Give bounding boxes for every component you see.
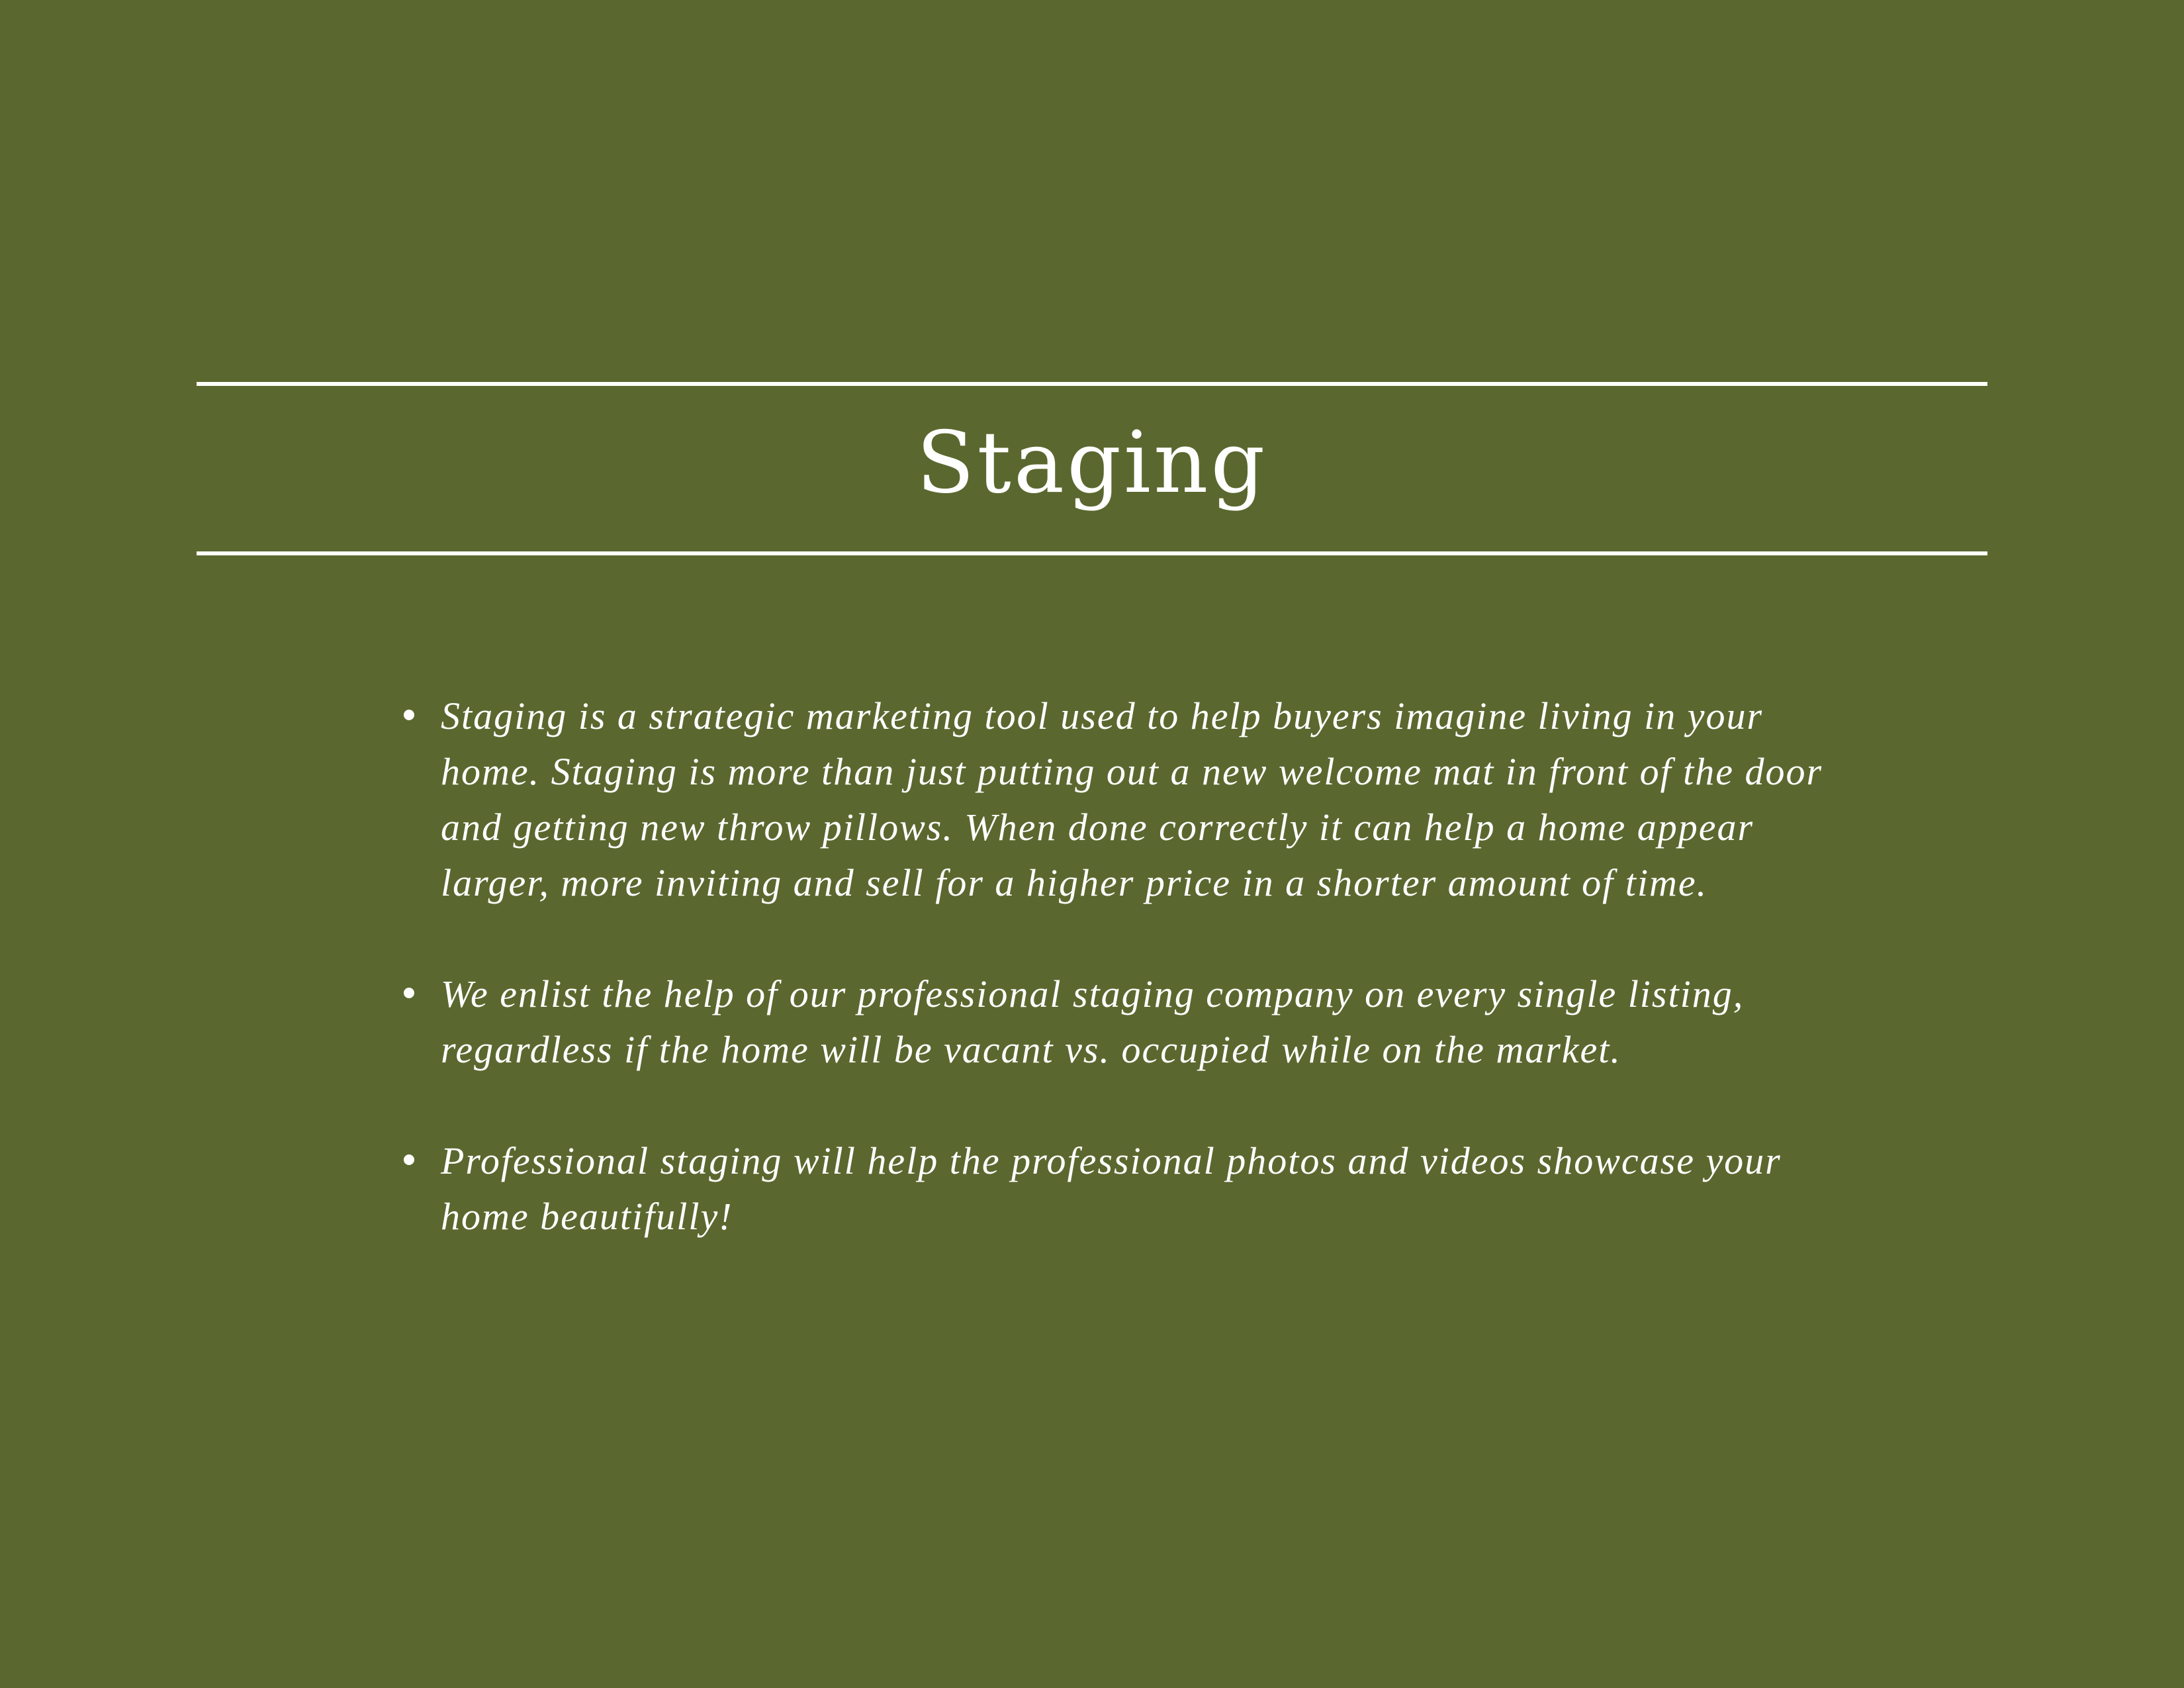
bullet-icon [404,710,414,720]
bullet-item [397,966,1827,1078]
bullet-text: Staging is a strategic marketing tool used to help buyers imagine living in your home. Staging is more than just putting out a new welcome mat in front of the door and getting new throw pillows. When done correctly it can help a home appear larger, more inviting and sell for a higher price in a shorter amount of time. [441,694,1823,904]
bullet-item [397,688,1827,911]
bullet-text: Professional staging will help the professional photos and videos showcase your home beautifully! [441,1139,1782,1238]
page-title: Staging [916,414,1268,512]
bullet-icon [404,988,414,998]
title-bottom-rule [197,551,1987,555]
bullet-item [397,1133,1827,1244]
bullet-icon [404,1154,414,1165]
title-top-rule [197,382,1987,386]
bullet-list [397,688,1827,1300]
bullet-text: We enlist the help of our professional staging company on every single listing, regardless if the home will be vacant vs. occupied while on the market. [441,972,1745,1071]
